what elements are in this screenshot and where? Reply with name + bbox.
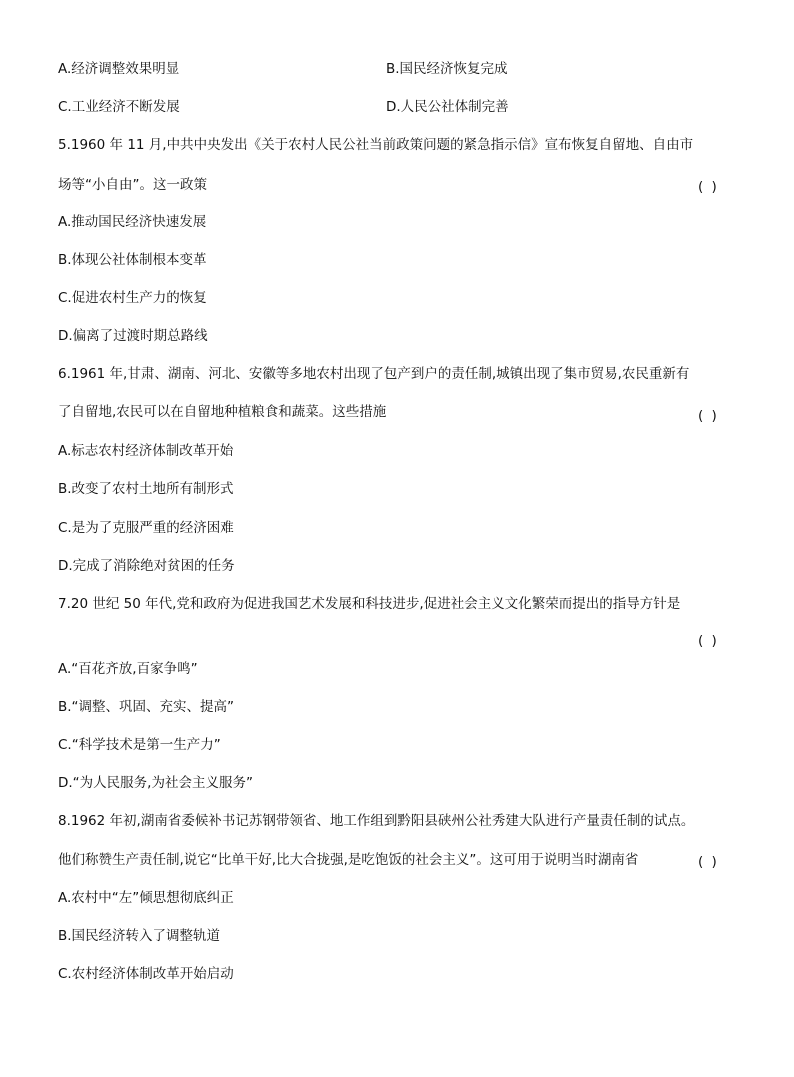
q8-stem-line2: 他们称赞生产责任制,说它“比单干好,比大合拢强,是吃饱饭的社会主义”。这可用于说明当时湖南省: [58, 852, 639, 868]
q5-option-b: B.体现公社体制根本变革: [58, 252, 207, 268]
q4-option-c: C.工业经济不断发展: [58, 99, 180, 115]
q4-option-a: A.经济调整效果明显: [58, 61, 180, 77]
q8-answer-parentheses: ( ): [698, 854, 719, 870]
q8-option-c: C.农村经济体制改革开始启动: [58, 966, 234, 982]
q5-stem-line2: 场等“小自由”。这一政策: [58, 177, 207, 193]
q4-option-b: B.国民经济恢复完成: [386, 61, 508, 77]
q6-stem-line1: 6.1961 年,甘肃、湖南、河北、安徽等多地农村出现了包产到户的责任制,城镇出现了集市贸易,农民重新有: [58, 366, 690, 382]
q6-stem-line2: 了自留地,农民可以在自留地种植粮食和蔬菜。这些措施: [58, 404, 387, 420]
q5-option-c: C.促进农村生产力的恢复: [58, 290, 207, 306]
q7-stem-line1: 7.20 世纪 50 年代,党和政府为促进我国艺术发展和科技进步,促进社会主义文化繁荣而提出的指导方针是: [58, 596, 681, 612]
q7-option-a: A.“百花齐放,百家争鸣”: [58, 661, 198, 677]
q7-option-d: D.“为人民服务,为社会主义服务”: [58, 775, 253, 791]
q8-option-b: B.国民经济转入了调整轨道: [58, 928, 221, 944]
q5-answer-parentheses: ( ): [698, 179, 719, 195]
q5-stem-line1: 5.1960 年 11 月,中共中央发出《关于农村人民公社当前政策问题的紧急指示信》宣布恢复自留地、自由市: [58, 137, 694, 153]
q7-option-b: B.“调整、巩固、充实、提高”: [58, 699, 235, 715]
q8-option-a: A.农村中“左”倾思想彻底纠正: [58, 890, 234, 906]
q7-answer-parentheses: ( ): [698, 633, 719, 649]
q7-option-c: C.“科学技术是第一生产力”: [58, 737, 221, 753]
q6-option-c: C.是为了克服严重的经济困难: [58, 520, 234, 536]
q4-option-d: D.人民公社体制完善: [386, 99, 509, 115]
q6-option-b: B.改变了农村土地所有制形式: [58, 481, 234, 497]
q5-option-a: A.推动国民经济快速发展: [58, 214, 207, 230]
q6-answer-parentheses: ( ): [698, 408, 719, 424]
q6-option-a: A.标志农村经济体制改革开始: [58, 443, 234, 459]
q8-stem-line1: 8.1962 年初,湖南省委候补书记苏钢带领省、地工作组到黔阳县硖州公社秀建大队进行产量责任制的试点。: [58, 813, 695, 829]
q6-option-d: D.完成了消除绝对贫困的任务: [58, 558, 235, 574]
q5-option-d: D.偏离了过渡时期总路线: [58, 328, 208, 344]
